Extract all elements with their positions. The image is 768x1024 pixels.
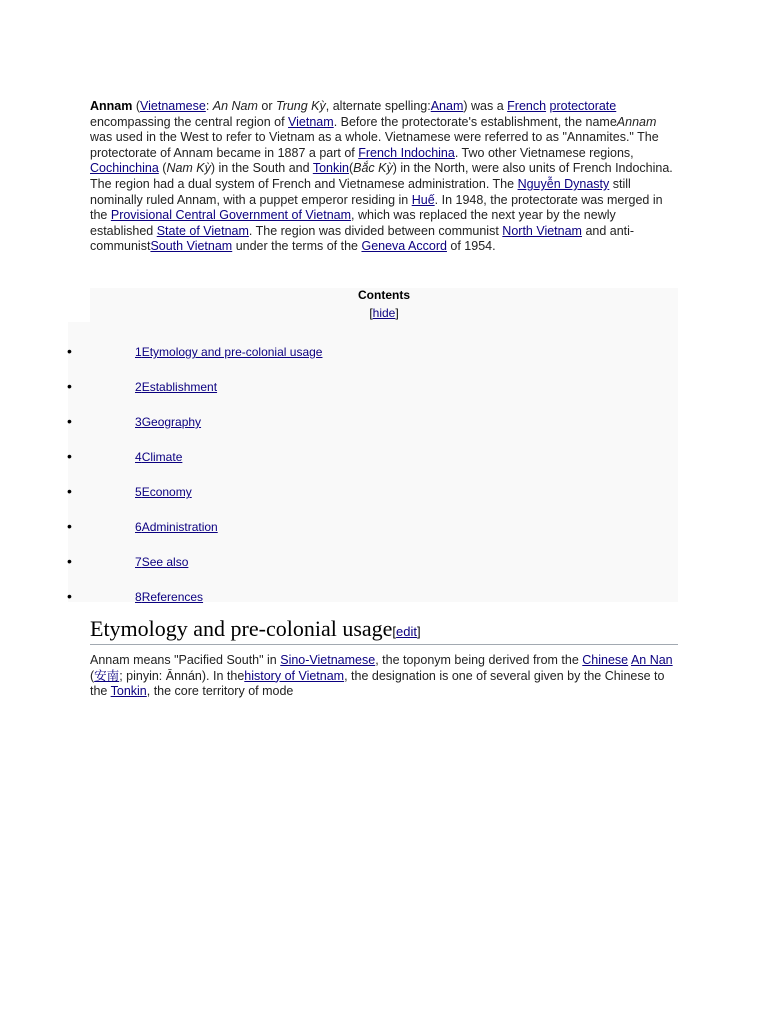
toc-item xyxy=(68,552,678,572)
text: , which was replaced the next year by the newly established xyxy=(90,208,616,238)
section-heading-text: Etymology and pre-colonial usage xyxy=(90,616,393,641)
bullet-icon: • xyxy=(67,518,72,534)
toc-header xyxy=(90,288,678,324)
text: . Two other Vietnamese regions, xyxy=(454,145,634,160)
toc-label: Economy xyxy=(141,485,192,499)
text: ) in the North, were also units of French Indochina. The region had a dual system of French and Vietnamese administration. The xyxy=(90,161,673,191)
bullet-icon: • xyxy=(67,413,72,429)
italic-term: An Nam xyxy=(212,99,258,113)
text: of 1954. xyxy=(446,239,496,254)
link-an-nan[interactable]: An Nan xyxy=(630,653,673,667)
text: , the designation is one of several given by the Chinese to the xyxy=(90,668,665,699)
toc-link-administration[interactable] xyxy=(135,520,218,534)
link-protectorate[interactable]: protectorate xyxy=(549,99,617,113)
text: : xyxy=(205,99,213,113)
toc-link-economy[interactable] xyxy=(135,485,192,499)
link-cochinchina[interactable]: Cochinchina xyxy=(90,161,159,176)
text: , the core territory of mode xyxy=(146,684,294,699)
toc-label: Establishment xyxy=(141,380,218,394)
toc-link-references[interactable] xyxy=(135,590,203,604)
link-french-indochina[interactable]: French Indochina xyxy=(358,145,455,160)
toc-label: Climate xyxy=(141,450,183,464)
toc-label: Etymology and pre-colonial usage xyxy=(141,345,323,359)
text: ) was a xyxy=(463,99,508,113)
link-north-vietnam[interactable]: North Vietnam xyxy=(502,223,582,238)
text: ( xyxy=(90,668,95,683)
toc-link-see-also[interactable] xyxy=(135,555,188,569)
italic-term: Annam xyxy=(616,114,657,129)
text: . In 1948, the protectorate was merged in the xyxy=(90,192,663,223)
text: encompassing the central region of xyxy=(90,114,289,129)
italic-term: Bắc Kỳ xyxy=(353,161,393,176)
toc-item xyxy=(68,412,678,432)
link-geneva-accord[interactable]: Geneva Accord xyxy=(361,239,447,254)
text: was used in the West to refer to Vietnam as a whole. Vietnamese were referred to as "Annamites." The protectorate of Annam became in 1887 a part of xyxy=(90,130,659,160)
text: , the toponym being derived from the xyxy=(375,653,583,667)
bracket: ] xyxy=(417,624,421,639)
bullet-icon: • xyxy=(67,343,72,359)
edit-link[interactable]: edit xyxy=(396,624,418,639)
italic-term: Trung Kỳ xyxy=(275,99,326,113)
toc-number: 6 xyxy=(135,520,142,534)
toc-item xyxy=(68,342,678,362)
text: . The region was divided between communist xyxy=(248,223,503,238)
link-tonkin[interactable]: Tonkin xyxy=(312,161,349,176)
text: ) in the South and xyxy=(210,161,313,176)
toc-number: 3 xyxy=(135,415,142,429)
article-term: Annam xyxy=(90,99,133,113)
link-chinese[interactable]: Chinese xyxy=(582,653,629,667)
link-tonkin-2[interactable]: Tonkin xyxy=(110,684,147,699)
text: ( xyxy=(348,161,354,176)
bullet-icon: • xyxy=(67,483,72,499)
text: , alternate spelling: xyxy=(325,99,431,113)
bullet-icon: • xyxy=(67,378,72,394)
bullet-icon: • xyxy=(67,588,72,604)
toc-number: 8 xyxy=(135,590,142,604)
toc-number: 1 xyxy=(135,345,142,359)
toc-item xyxy=(68,587,678,607)
text: still nominally ruled Annam, with a puppet emperor residing in xyxy=(90,176,631,207)
link-hanzi[interactable]: 安南 xyxy=(94,668,120,683)
toc-number: 2 xyxy=(135,380,142,394)
toc-link-etymology[interactable] xyxy=(135,345,322,359)
bullet-icon: • xyxy=(67,553,72,569)
toc-label: See also xyxy=(141,555,189,569)
link-hue[interactable]: Huế xyxy=(411,192,435,207)
toc-label: References xyxy=(141,590,204,604)
toc-link-geography[interactable] xyxy=(135,415,201,429)
toc-number: 4 xyxy=(135,450,142,464)
toc-toggle xyxy=(90,306,678,320)
toc-number: 5 xyxy=(135,485,142,499)
section-paragraph xyxy=(90,653,680,700)
toc-item xyxy=(68,517,678,537)
table-of-contents xyxy=(68,322,678,602)
toc-link-climate[interactable] xyxy=(135,450,182,464)
toc-title: Contents xyxy=(358,288,410,302)
text: and anti-communist xyxy=(90,223,635,254)
text: or xyxy=(257,99,276,113)
toc-link-establishment[interactable] xyxy=(135,380,217,394)
toc-label: Geography xyxy=(141,415,202,429)
link-vietnamese[interactable]: Vietnamese xyxy=(140,99,206,113)
italic-term: Nam Kỳ xyxy=(166,161,211,176)
text: under the terms of the xyxy=(232,239,362,254)
toc-hide-link[interactable]: hide xyxy=(372,306,396,320)
link-history-of-vietnam[interactable]: history of Vietnam xyxy=(244,668,345,683)
toc-item xyxy=(68,377,678,397)
link-vietnam[interactable]: Vietnam xyxy=(288,114,334,129)
toc-number: 7 xyxy=(135,555,142,569)
text: ( xyxy=(132,99,141,113)
text: ; pinyin: Ānnán). In the xyxy=(119,668,245,683)
link-south-vietnam[interactable]: South Vietnam xyxy=(150,239,233,254)
link-provisional-government[interactable]: Provisional Central Government of Vietnam xyxy=(110,208,352,223)
link-anam[interactable]: Anam xyxy=(430,99,464,113)
toc-item xyxy=(68,482,678,502)
text: ( xyxy=(158,161,167,176)
link-french[interactable]: French xyxy=(507,99,547,113)
section-edit xyxy=(392,624,420,639)
bracket: ] xyxy=(395,306,399,320)
text: Annam means "Pacified South" in xyxy=(90,653,281,667)
bullet-icon: • xyxy=(67,448,72,464)
link-state-of-vietnam[interactable]: State of Vietnam xyxy=(156,223,249,238)
toc-item xyxy=(68,447,678,467)
bracket: [ xyxy=(392,624,397,639)
text: . Before the protectorate's establishment, the name xyxy=(333,114,617,129)
section-heading xyxy=(90,616,678,645)
link-nguyen-dynasty[interactable]: Nguyễn Dynasty xyxy=(517,176,610,191)
bracket: [ xyxy=(369,306,373,320)
link-sino-vietnamese[interactable]: Sino-Vietnamese xyxy=(280,653,376,667)
toc-label: Administration xyxy=(141,520,218,534)
intro-paragraph xyxy=(90,99,680,255)
